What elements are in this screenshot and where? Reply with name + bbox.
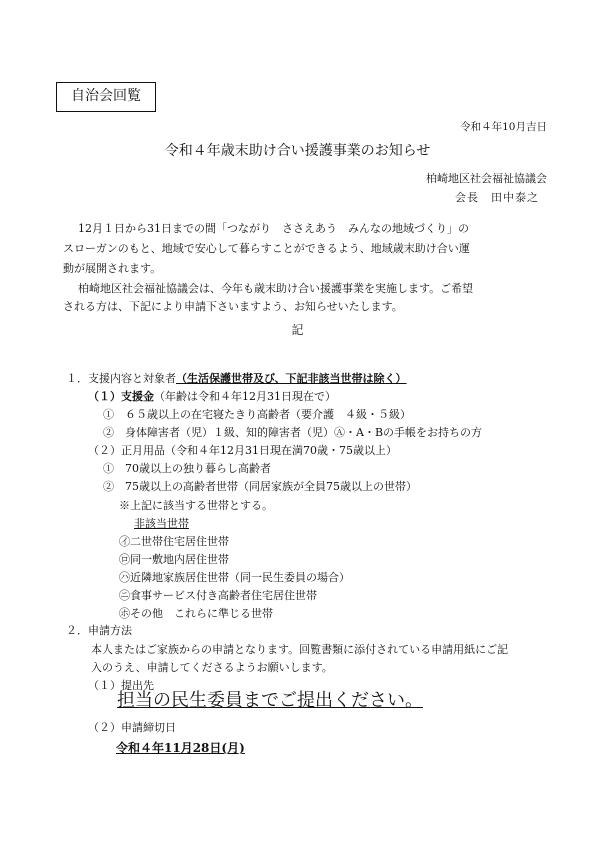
- intro-line-4: 柏崎地区社会福祉協議会は、今年も歳末助け合い援護事業を実施します。ご希望: [78, 282, 474, 295]
- non-eligible-item: ㋭その他 これらに準じる世帯: [119, 607, 273, 620]
- section2-heading: ２．申請方法: [66, 624, 132, 637]
- application-deadline: 令和４年11月28日(月): [116, 741, 245, 755]
- ki-heading: 記: [291, 323, 304, 337]
- intro-line-2: スローガンのもと、地域で安心して暮らすことができるよう、地域歳末助け合い運: [63, 242, 470, 255]
- section1-heading: [66, 370, 407, 386]
- non-eligible-item: ㋺同一敷地内居住世帯: [119, 553, 229, 566]
- organization-name: 柏崎地区社会福祉協議会: [426, 172, 547, 185]
- section2-sub1: （１）提出先: [88, 679, 154, 692]
- subsection2-item-1: ① 70歳以上の独り暮らし高齢者: [103, 462, 271, 475]
- subsection2: （２）正月用品（令和４年12月31日現在満70歳・75歳以上）: [88, 444, 397, 457]
- non-eligible-item: ㋑二世帯住宅居住世帯: [119, 535, 229, 548]
- subsection1-item-2: ② 身体障害者（児）１級、知的障害者（児）Ⓐ・A・Bの手帳をお持ちの方: [103, 426, 483, 439]
- section2-sub2: （２）申請締切日: [88, 721, 176, 734]
- circular-stamp-box: 自治会回覧: [56, 82, 156, 112]
- issue-date: 令和４年10月吉日: [460, 121, 547, 133]
- submit-to-welfare-commissioner: 担当の民生委員までご提出ください。: [117, 690, 423, 711]
- non-eligible-item: ㋩近隣地家族居住世帯（同一民生委員の場合）: [119, 571, 350, 584]
- intro-line-5: される方は、下記により申請下さいますよう、お知らせいたします。: [63, 300, 403, 313]
- president-name: 会長 田中泰之: [455, 191, 539, 204]
- notice-title: 令和４年歳末助け合い援護事業のお知らせ: [164, 143, 431, 159]
- subsection1-note: （年齢は令和４年12月31日現在で）: [154, 390, 336, 403]
- non-eligible-item: ㋥食事サービス付き高齢者住宅居住世帯: [119, 589, 317, 602]
- subsection2-note: ※上記に該当する世帯とする。: [119, 499, 273, 512]
- section1-heading-note: （生活保護世帯及び、下記非該当世帯は除く）: [176, 372, 407, 385]
- section2-text-2: 入のうえ、申請してくださるようお願いします。: [91, 661, 333, 674]
- section1-heading-label: １．支援内容と対象者: [66, 372, 176, 385]
- subsection2-item-2: ② 75歳以上の高齢者世帯（同居家族が全員75歳以上の世帯）: [103, 480, 417, 493]
- intro-line-3: 動が展開されます。: [63, 262, 162, 275]
- subsection1-item-1: ① ６５歳以上の在宅寝たきり高齢者（要介護 ４級・５級）: [103, 408, 411, 421]
- intro-line-1: 12月１日から31日までの間「つながり ささえあう みんなの地域づくり」の: [78, 222, 469, 235]
- section2-text-1: 本人またはご家族からの申請となります。回覧書類に添付されている申請用紙にご記: [91, 643, 509, 656]
- subsection1-label: （１）支援金: [88, 390, 154, 403]
- subsection1: [88, 388, 336, 404]
- non-eligible-title: 非該当世帯: [134, 517, 189, 530]
